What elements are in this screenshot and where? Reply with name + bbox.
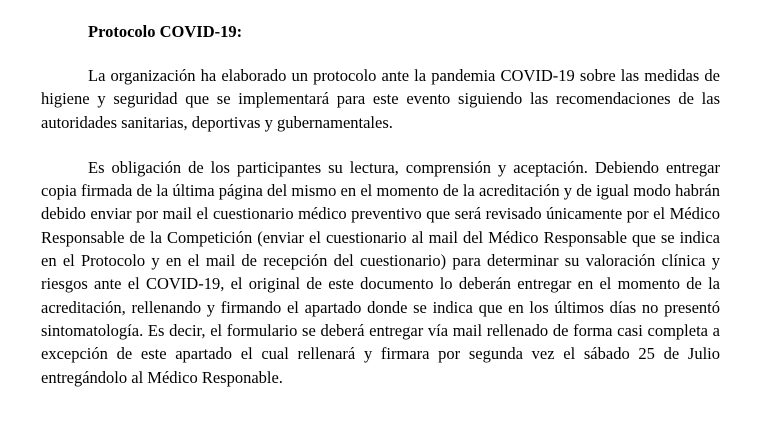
section-heading: Protocolo COVID-19: bbox=[88, 22, 243, 41]
obligations-paragraph: Es obligación de los participantes su lectura, comprensión y aceptación. Debiendo entregar copia firmada de la última página del mismo en el momento de la acreditación y de igual modo habrán debido enviar por mail el cuestionario médico preventivo que será revisado únicamente por el Médico Responsable de la Competición (enviar el cuestionario al mail del Médico Responsable que se indica en el Protocolo y en el mail de recepción del cuestionario) para determinar su valoración clínica y riesgos ante el COVID-19, el original de este documento lo deberán entregar en el momento de la acreditación, rellenando y firmando el apartado donde se indica que en los últimos días no presentó sintomatología. Es decir, el formulario se deberá entregar vía mail rellenado de forma casi completa a excepción de este apartado el cual rellenará y firmara por segunda vez el sábado 25 de Julio entregándolo al Médico Responable. bbox=[41, 157, 720, 387]
document-page bbox=[41, 20, 720, 389]
intro-paragraph: La organización ha elaborado un protocolo ante la pandemia COVID-19 sobre las medidas de higiene y seguridad que se implementará para este evento siguiendo las recomendaciones de las autoridades sanitarias, deportivas y gubernamentales. bbox=[41, 66, 720, 132]
